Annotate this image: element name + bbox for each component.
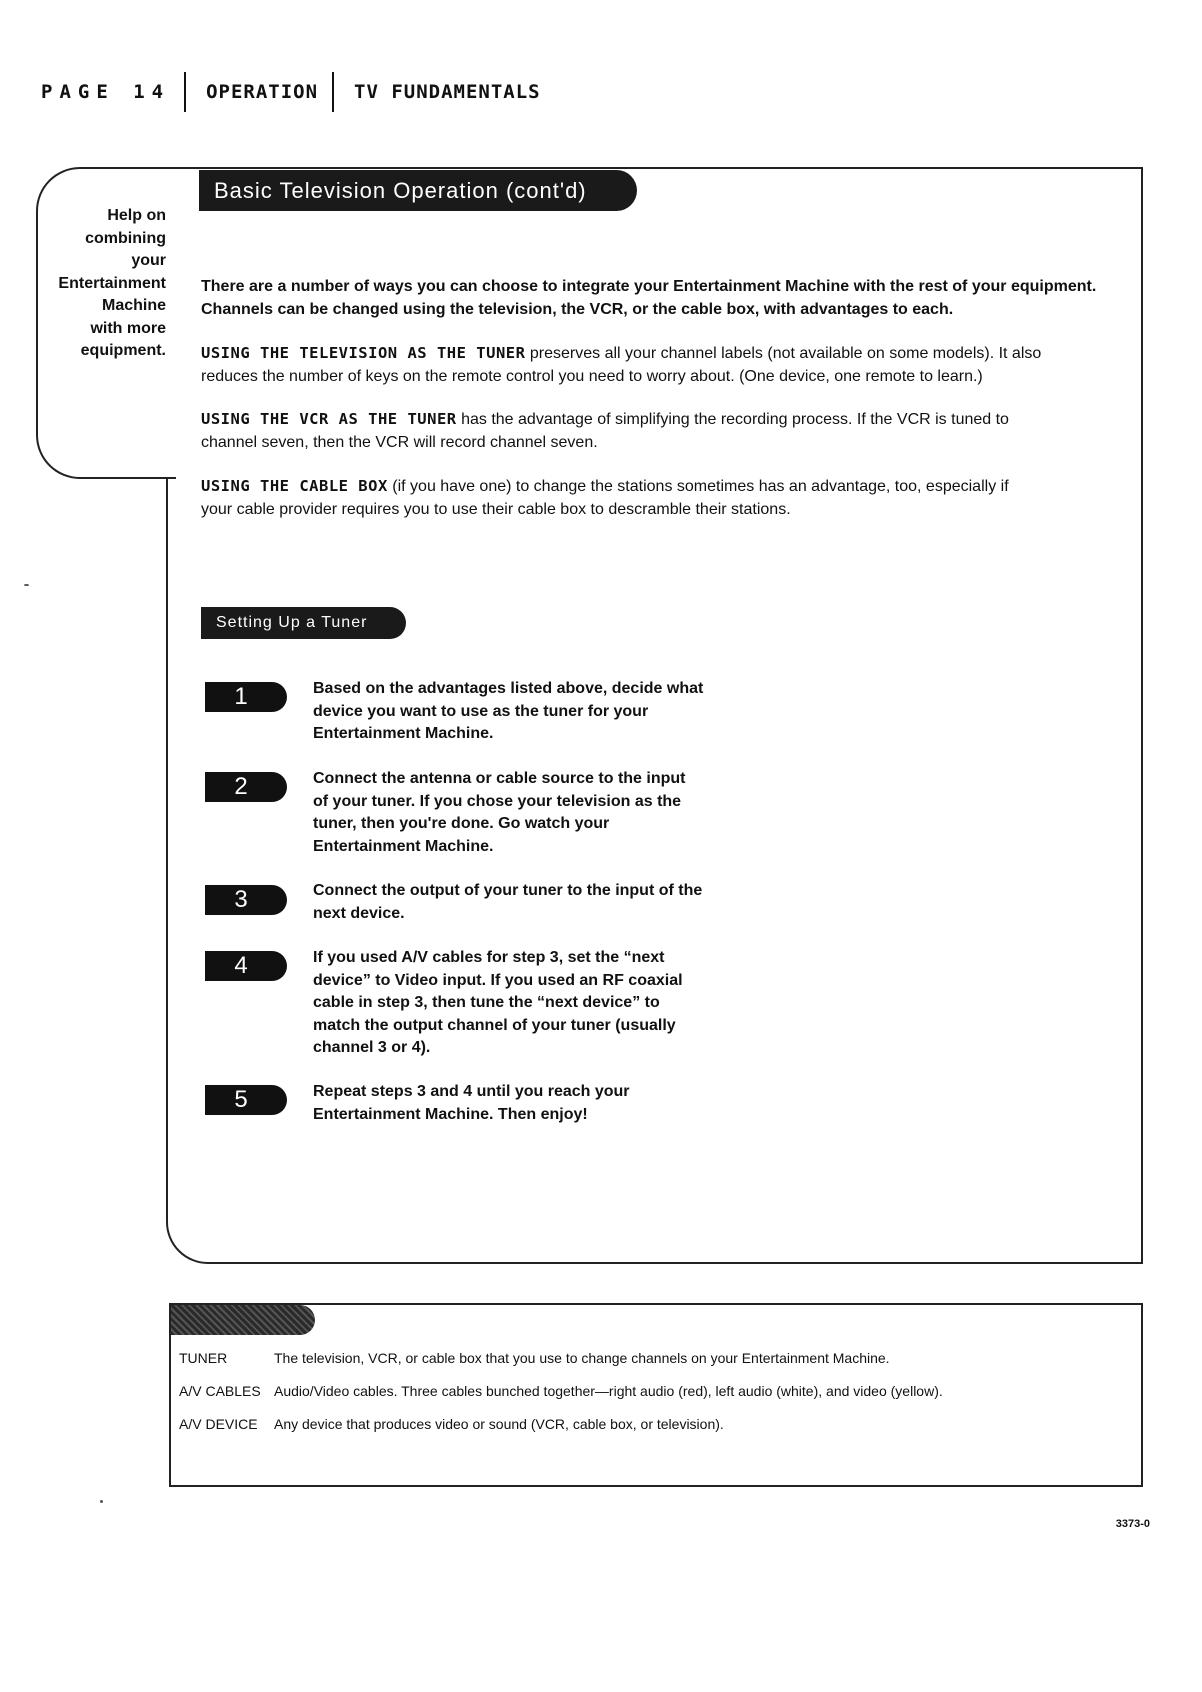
sidebar-note-line: equipment. (80, 342, 166, 359)
paragraph-text: reduces the number of keys on the remote control you need to worry about. (One device, one remote to learn.) (201, 367, 983, 385)
step-line: channel 3 or 4). (313, 1039, 431, 1056)
step-line: Connect the antenna or cable source to the input (313, 770, 686, 787)
step-line: device you want to use as the tuner for your (313, 702, 649, 720)
page-number: PAGE 14 (41, 81, 171, 103)
paragraph-vcr-tuner (201, 408, 1101, 454)
step-number-badge: 3 (205, 885, 287, 915)
intro-line: There are a number of ways you can choose to integrate your Entertainment Machine with the rest of your equipment. (201, 278, 1097, 295)
sidebar-note-line: Machine (101, 297, 166, 314)
document-code: 3373-0 (1115, 1518, 1150, 1530)
step-number-badge: 1 (205, 682, 287, 712)
paragraph-television-tuner (201, 342, 1101, 388)
sidebar-note-line: your (131, 252, 166, 269)
step-line: of your tuner. If you chose your television as the (313, 792, 682, 810)
step-number-badge: 2 (205, 772, 287, 802)
paragraph-keyword: USING THE VCR AS THE TUNER (201, 410, 457, 428)
glossary-term: A/V DEVICE (179, 1416, 258, 1432)
glossary-term: TUNER (179, 1350, 228, 1366)
step-line: match the output channel of your tuner (usually (313, 1016, 676, 1034)
paragraph-keyword: USING THE CABLE BOX (201, 477, 388, 495)
paragraph-text: preserves all your channel labels (not available on some models). It also (529, 345, 1042, 362)
sidebar-note (52, 205, 166, 363)
step-line: Entertainment Machine. Then enjoy! (313, 1105, 588, 1123)
paragraph-text: (if you have one) to change the stations sometimes has an advantage, too, especially if (392, 478, 1009, 495)
section-title: Basic Television Operation (cont'd) (199, 170, 637, 211)
step-line: cable in step 3, then tune the “next device” to (313, 994, 660, 1011)
section-label: OPERATION (206, 81, 319, 103)
paragraph-text: has the advantage of simplifying the recording process. If the VCR is tuned to (461, 411, 1009, 428)
step-line: Entertainment Machine. (313, 837, 494, 855)
header-divider (332, 72, 334, 112)
step-line: Repeat steps 3 and 4 until you reach your (313, 1083, 630, 1100)
step-line: next device. (313, 904, 405, 922)
paragraph-text: channel seven, then the VCR will record channel seven. (201, 433, 598, 451)
paragraph-keyword: USING THE TELEVISION AS THE TUNER (201, 344, 526, 362)
scan-speck (100, 1500, 103, 1503)
step-line: Connect the output of your tuner to the input of the (313, 882, 703, 899)
paragraph-cable-box (201, 475, 1101, 521)
step-4-text (313, 947, 733, 1060)
step-line: device” to Video input. If you used an RF coaxial (313, 971, 683, 989)
step-number-badge: 5 (205, 1085, 287, 1115)
step-line: Based on the advantages listed above, decide what (313, 680, 704, 697)
sidebar-note-line: Help on (107, 207, 166, 224)
glossary-header-pill (171, 1305, 315, 1335)
step-line: Entertainment Machine. (313, 725, 494, 742)
glossary-definition: Any device that produces video or sound (VCR, cable box, or television). (274, 1416, 724, 1432)
glossary-row (179, 1383, 1124, 1399)
glossary-row (179, 1350, 1124, 1366)
intro-line: Channels can be changed using the television, the VCR, or the cable box, with advantages to each. (201, 300, 954, 318)
page-header (41, 72, 541, 112)
glossary-definition: Audio/Video cables. Three cables bunched together—right audio (red), left audio (white), and video (yellow). (274, 1383, 943, 1399)
glossary-row (179, 1416, 1124, 1432)
step-1-text (313, 678, 733, 746)
step-line: tuner, then you're done. Go watch your (313, 815, 610, 832)
paragraph-text: your cable provider requires you to use their cable box to descramble their stations. (201, 500, 791, 518)
step-2-text (313, 768, 733, 858)
sidebar-note-line: combining (85, 229, 166, 247)
step-line: If you used A/V cables for step 3, set the “next (313, 949, 665, 966)
scan-speck (24, 584, 29, 586)
step-5-text (313, 1081, 733, 1126)
sidebar-note-line: Entertainment (58, 274, 166, 292)
glossary-definition: The television, VCR, or cable box that you use to change channels on your Entertainment Machine. (274, 1350, 890, 1366)
header-divider (184, 72, 186, 112)
subsection-title: Setting Up a Tuner (201, 607, 406, 639)
step-number-badge: 4 (205, 951, 287, 981)
intro-paragraph (201, 276, 1101, 321)
sidebar-note-line: with more (90, 319, 166, 337)
subsection-label: TV FUNDAMENTALS (354, 81, 541, 103)
glossary-term: A/V CABLES (179, 1383, 261, 1399)
step-3-text (313, 880, 733, 925)
